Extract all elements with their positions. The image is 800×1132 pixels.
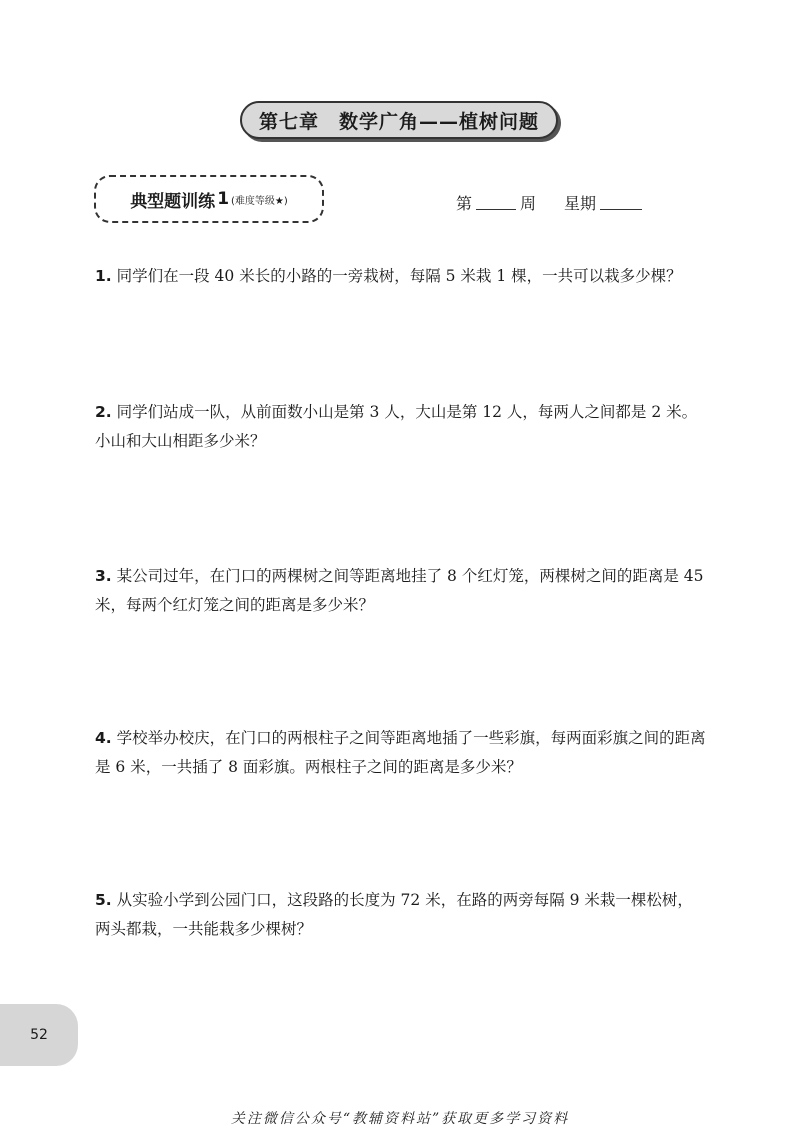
- problem-text: 同学们站成一队，从前面数小山是第 3 人，大山是第 12 人，每两人之间都是 2 米。小山和大山相距多少米？: [95, 403, 698, 450]
- weekday-label: 星期: [564, 194, 597, 213]
- week-suffix: 周: [520, 194, 537, 213]
- section-number: 1: [217, 189, 230, 209]
- problem-text: 学校举办校庆，在门口的两根柱子之间等距离地插了一些彩旗，每两面彩旗之间的距离是 6 米，一共插了 8 面彩旗。两根柱子之间的距离是多少米？: [95, 729, 706, 776]
- week-blank[interactable]: [476, 208, 516, 210]
- problem-4: [95, 724, 707, 782]
- problem-3: [95, 562, 707, 620]
- problem-1: [95, 262, 707, 291]
- section-label-text: 典型题训练: [130, 191, 216, 212]
- problem-number: 5.: [95, 891, 112, 909]
- section-label: [94, 175, 324, 223]
- problem-number: 1.: [95, 267, 112, 285]
- problem-number: 3.: [95, 567, 112, 585]
- problem-text: 同学们在一段 40 米长的小路的一旁栽树，每隔 5 米栽 1 棵，一共可以栽多少棵？: [116, 267, 682, 285]
- problem-number: 4.: [95, 729, 112, 747]
- problem-text: 某公司过年，在门口的两棵树之间等距离地挂了 8 个红灯笼，两棵树之间的距离是 45 米，每两个红灯笼之间的距离是多少米？: [95, 567, 704, 614]
- footer-note: 关注微信公众号“教辅资料站”获取更多学习资料: [230, 1111, 570, 1127]
- difficulty-level: (难度等级★): [231, 195, 288, 207]
- problem-text: 从实验小学到公园门口，这段路的长度为 72 米，在路的两旁每隔 9 米栽一棵松树，两头都栽，一共能栽多少棵树？: [95, 891, 693, 938]
- date-fill-in: [456, 188, 646, 214]
- week-prefix: 第: [456, 194, 473, 213]
- problem-5: [95, 886, 707, 944]
- page-number: 52: [30, 1027, 48, 1043]
- page-number-tab: [0, 1004, 78, 1066]
- problem-2: [95, 398, 707, 456]
- problem-number: 2.: [95, 403, 112, 421]
- chapter-title: [240, 101, 558, 139]
- weekday-blank[interactable]: [600, 208, 642, 210]
- chapter-title-text: 第七章 数学广角——植树问题: [258, 110, 539, 133]
